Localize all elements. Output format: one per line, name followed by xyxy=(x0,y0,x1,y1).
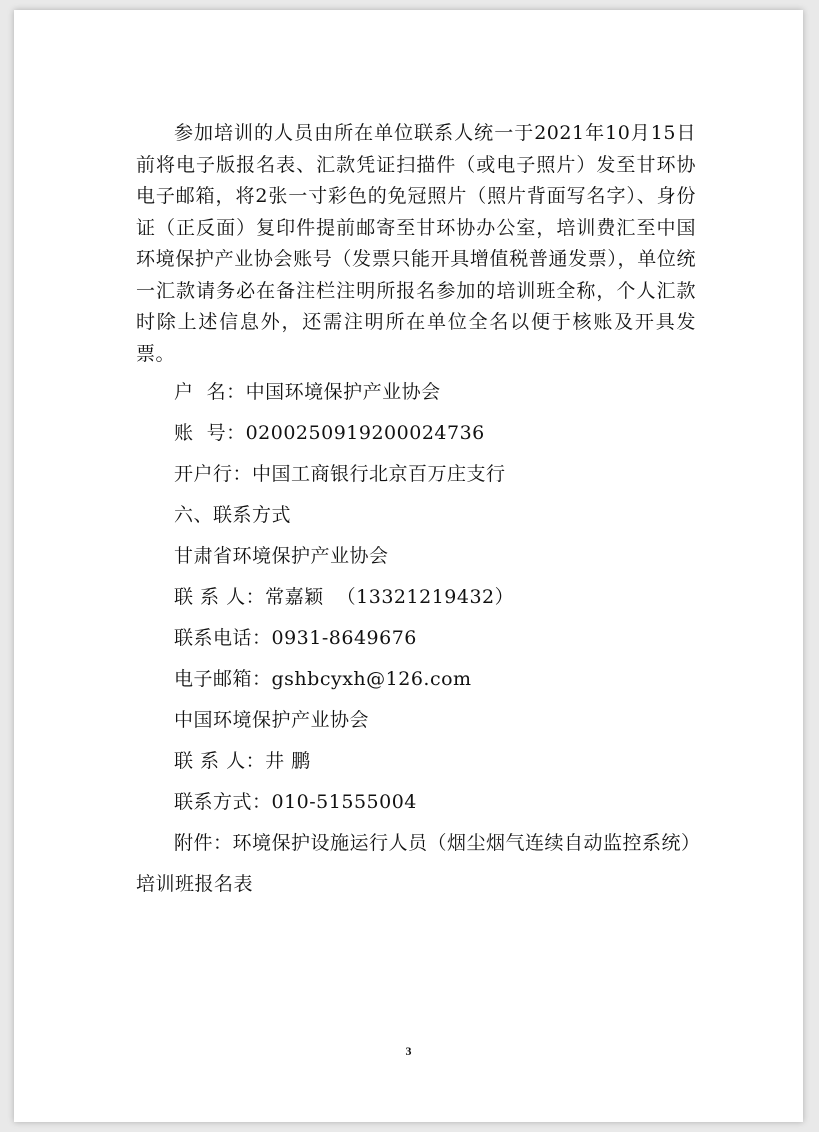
contact-person-china: 联 系 人：井 鹏 xyxy=(174,750,311,772)
attachment-note: 附件：环境保护设施运行人员（烟尘烟气连续自动监控系统）培训班报名表 xyxy=(136,832,692,895)
registration-paragraph: 参加培训的人员由所在单位联系人统一于2021年10月15日前将电子版报名表、汇款凭证扫描件（或电子照片）发至甘环协电子邮箱，将2张一寸彩色的免冠照片（照片背面写名字）、身份证（正反面）复印件提前邮寄至甘环协办公室，培训费汇至中国环境保护产业协会账号（发票只能开具增值税普通发票），单位统一汇款请务必在备注栏注明所报名参加的培训班全称，个人汇款时除上述信息外，还需注明所在单位全名以便于核账及开具发票。 xyxy=(136,122,696,365)
contact-org-gansu: 甘肃省环境保护产业协会 xyxy=(174,545,389,567)
account-name: 户 名：中国环境保护产业协会 xyxy=(174,381,441,403)
contact-org-china: 中国环境保护产业协会 xyxy=(174,709,370,731)
section-heading-contact: 六、联系方式 xyxy=(174,504,292,526)
account-bank: 开户行：中国工商银行北京百万庄支行 xyxy=(174,463,506,485)
contact-method-china: 联系方式：010-51555004 xyxy=(174,791,417,813)
account-number: 账 号：0200250919200024736 xyxy=(174,422,485,444)
contact-person-gansu: 联 系 人：常嘉颖 （13321219432） xyxy=(174,586,515,608)
contact-email-gansu: 电子邮箱：gshbcyxh@126.com xyxy=(174,668,472,690)
page-number: 3 xyxy=(405,1044,412,1058)
document-page xyxy=(14,10,803,1122)
document-body xyxy=(136,118,696,905)
contact-phone-gansu: 联系电话：0931-8649676 xyxy=(174,627,417,649)
